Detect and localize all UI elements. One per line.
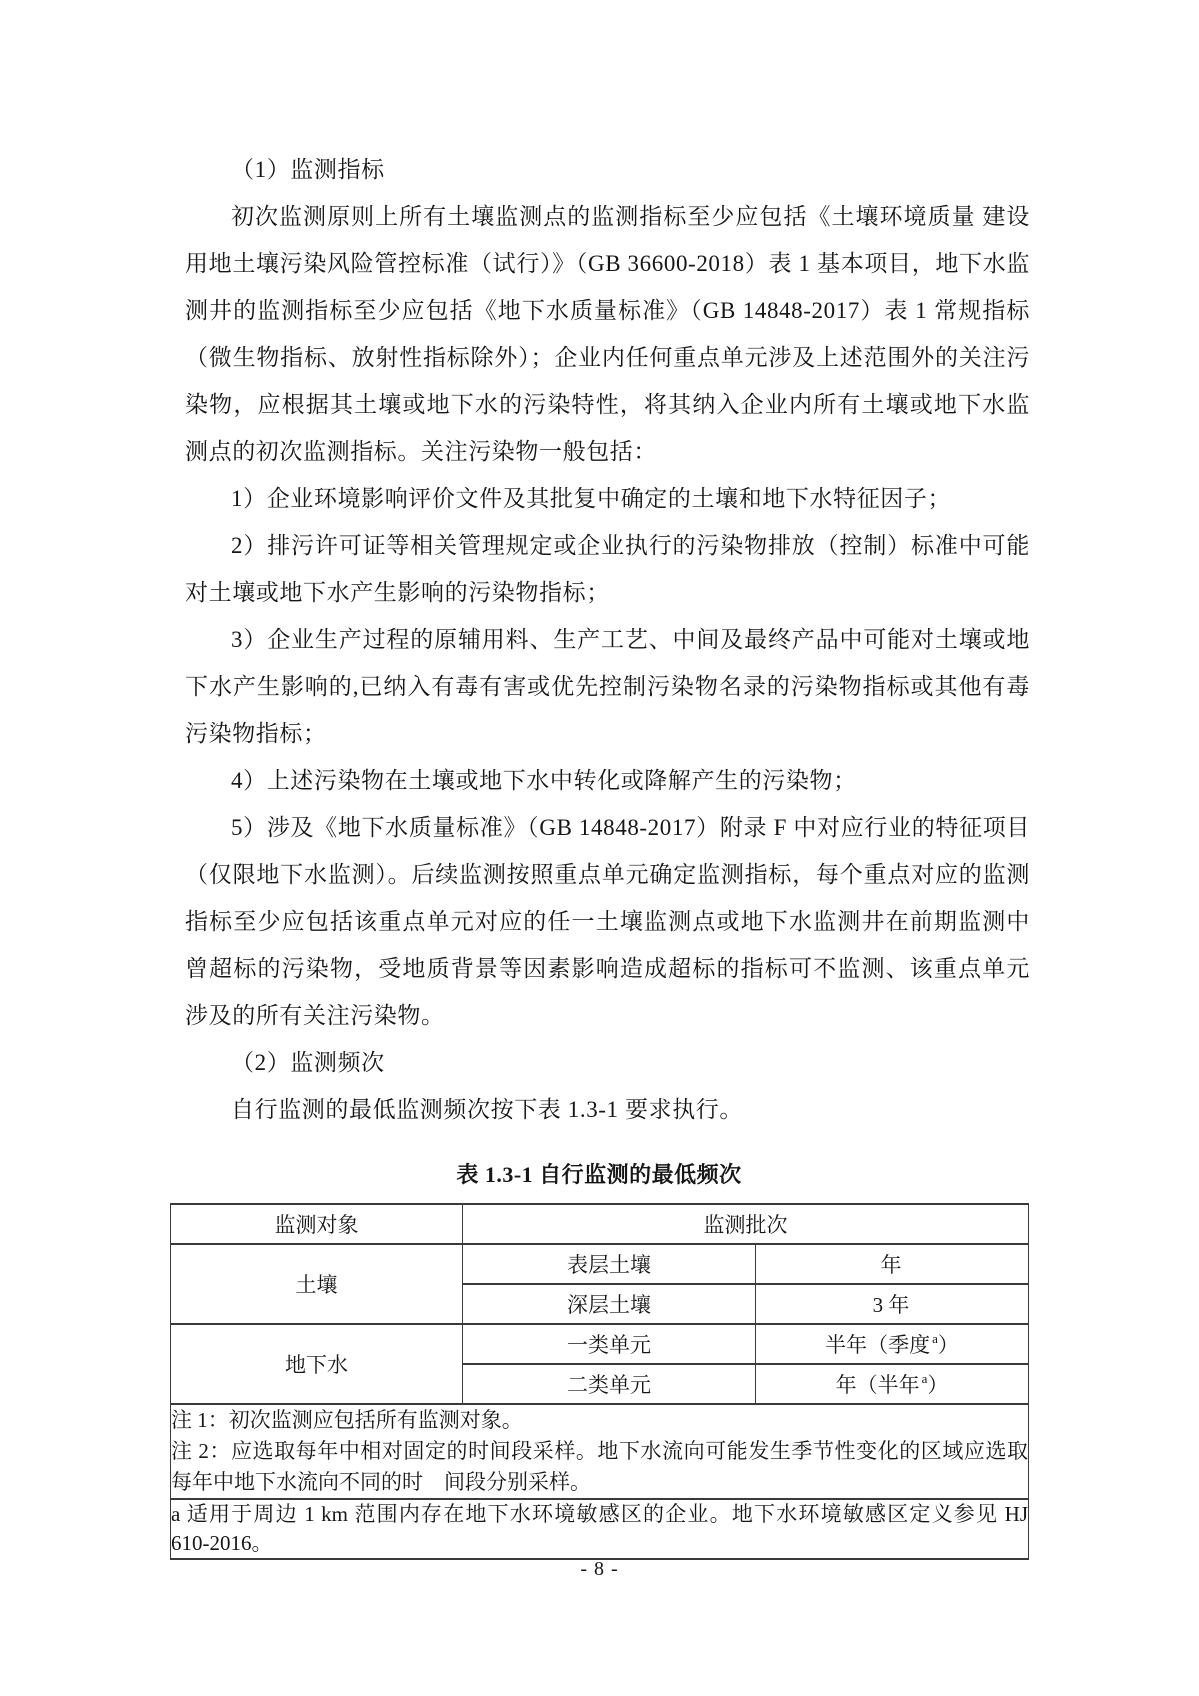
table-footnote-row	[171, 1499, 1029, 1559]
header-cell-object: 监测对象	[171, 1204, 463, 1244]
cell-unit-class2: 二类单元	[463, 1364, 756, 1404]
table-row-soil-surface	[171, 1244, 1029, 1284]
body-text-block	[185, 146, 1030, 1133]
cell-freq-class2	[756, 1364, 1029, 1404]
footnote-marker: a	[932, 1331, 938, 1346]
list-item-2: 2）排污许可证等相关管理规定或企业执行的污染物排放（控制）标准中可能对土壤或地下水产生影响的污染物指标；	[185, 533, 1030, 605]
cell-unit-surface-soil: 表层土壤	[463, 1244, 756, 1284]
table-notes-row	[171, 1404, 1029, 1499]
cell-unit-class1: 一类单元	[463, 1324, 756, 1364]
table-row-groundwater-class1	[171, 1324, 1029, 1364]
list-item-1: 1）企业环境影响评价文件及其批复中确定的土壤和地下水特征因子；	[231, 486, 952, 511]
freq-text-close: ）	[927, 1373, 949, 1397]
table-note-2-line-1: 注 2：应选取每年中相对固定的时间段采样。地下水流向可能发生季节性变化的区域应选取	[171, 1439, 1028, 1463]
table-title: 表 1.3-1 自行监测的最低频次	[456, 1162, 742, 1187]
cell-unit-deep-soil: 深层土壤	[463, 1284, 756, 1324]
cell-freq-deep-soil	[756, 1284, 1029, 1324]
frequency-table-section	[170, 1160, 1028, 1560]
table-note-1: 注 1：初次监测应包括所有监测对象。	[171, 1408, 523, 1432]
freq-text: 3 年	[872, 1293, 910, 1317]
table-footnote-cell	[171, 1499, 1029, 1559]
header-cell-batch: 监测批次	[463, 1204, 1029, 1244]
table-note-2-line-2: 每年中地下水流向不同的时 间段分别采样。	[171, 1470, 591, 1494]
freq-text-close: ）	[937, 1333, 959, 1357]
table-header-row	[171, 1204, 1029, 1244]
cell-freq-class1	[756, 1324, 1029, 1364]
list-item-4: 4）上述污染物在土壤或地下水中转化或降解产生的污染物；	[231, 768, 857, 793]
footnote-marker: a	[921, 1371, 928, 1386]
paragraph-frequency-intro: 自行监测的最低监测频次按下表 1.3-1 要求执行。	[231, 1097, 744, 1122]
paragraph-initial-monitoring: 初次监测原则上所有土壤监测点的监测指标至少应包括《土壤环境质量 建设用地土壤污染风险管控标准（试行）》（GB 36600-2018）表 1 基本项目，地下水监测井的监测指标至少应包括《地下水质量标准》（GB 14848-2017）表 1 常规指标（微生物指标、放射性指标除外）；企业内任何重点单元涉及上述范围外的关注污染物，应根据其土壤或地下水的污染特性，将其纳入企业内所有土壤或地下水监测点的初次监测指标。关注污染物一般包括：	[185, 204, 1030, 464]
freq-text: 年	[880, 1253, 902, 1277]
list-item-3: 3）企业生产过程的原辅用料、生产工艺、中间及最终产品中可能对土壤或地下水产生影响的,已纳入有毒有害或优先控制污染物名录的污染物指标或其他有毒污染物指标；	[185, 627, 1030, 746]
page-number: - 8 -	[580, 1558, 619, 1580]
heading-monitoring-indicators: （1）监测指标	[231, 157, 385, 182]
cell-object-groundwater: 地下水	[171, 1324, 463, 1404]
table-notes-cell	[171, 1404, 1029, 1499]
footnote-a-line-1: a 适用于周边 1 km 范围内存在地下水环境敏感区的企业。地下水环境敏感区定义参见 HJ	[171, 1502, 1028, 1526]
footnote-a-line-2: 610-2016。	[171, 1531, 273, 1555]
heading-monitoring-frequency: （2）监测频次	[231, 1050, 385, 1075]
freq-text: 年（半年	[835, 1373, 920, 1397]
freq-text: 半年（季度	[825, 1333, 931, 1357]
cell-freq-surface-soil	[756, 1244, 1029, 1284]
cell-object-soil: 土壤	[171, 1244, 463, 1324]
monitoring-frequency-table	[170, 1203, 1029, 1560]
list-item-5: 5）涉及《地下水质量标准》（GB 14848-2017）附录 F 中对应行业的特征项目（仅限地下水监测）。后续监测按照重点单元确定监测指标，每个重点对应的监测指标至少应包括该重点单元对应的任一土壤监测点或地下水监测井在前期监测中曾超标的污染物，受地质背景等因素影响造成超标的指标可不监测、该重点单元涉及的所有关注污染物。	[185, 815, 1030, 1028]
